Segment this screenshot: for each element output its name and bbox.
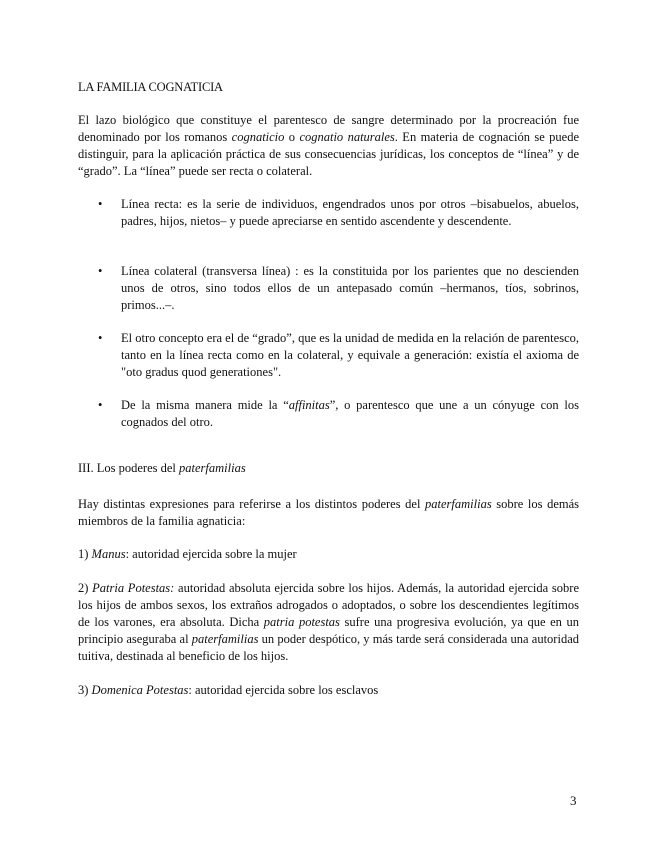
- section-title: LA FAMILIA COGNATICIA: [78, 80, 223, 94]
- text-run: sobre los demás miembros de la familia agnaticia:: [78, 497, 579, 528]
- section-heading: [78, 460, 246, 477]
- text-run: o: [284, 130, 300, 144]
- italic-term: Manus: [91, 547, 126, 561]
- bullet-icon: •: [98, 197, 103, 211]
- page-number: 3: [570, 793, 577, 808]
- list-item-text: Línea recta: es la serie de individuos, engendrados unos por otros –bisabuelos, abuelos, padres, hijos, nietos– y puede apreciarse en sentido ascendente y descendente.: [121, 197, 579, 228]
- powers-paragraph: [78, 496, 579, 530]
- text-run: : autoridad ejercida sobre los esclavos: [188, 683, 379, 697]
- text-run: un poder despótico, y más tarde será considerada una autoridad tuitiva, destinada al beneficio de los hijos.: [78, 632, 579, 663]
- bullet-icon: •: [98, 264, 103, 278]
- text-run: De la misma manera mide la “: [121, 398, 289, 412]
- power-item-domenica-potestas: [78, 682, 579, 699]
- text-run: Hay distintas expresiones para referirse a los distintos poderes del: [78, 497, 426, 511]
- bullet-icon: •: [98, 331, 103, 345]
- text-run: El lazo biológico que constituye el parentesco de sangre determinado por la procreación fue denominado por los romanos: [78, 113, 579, 144]
- italic-term: affinitas: [288, 398, 330, 412]
- item-number: 3): [78, 683, 92, 697]
- text-run: autoridad absoluta ejercida sobre los hijos. Además, la autoridad ejercida sobre los hijos de ambos sexos, los extraños adrogados o adoptados, o sobre los descendientes legítimos de los varones, era absoluta. Dicha: [78, 581, 579, 629]
- text-run: ”, o parentesco que une a un cónyuge con los cognados del otro.: [121, 398, 579, 429]
- list-item-text: [121, 397, 579, 431]
- italic-term: patria potestas: [263, 615, 340, 629]
- text-run: III. Los poderes del: [78, 461, 180, 475]
- item-number: 2): [78, 581, 93, 595]
- italic-term: paterfamilias: [425, 497, 492, 511]
- italic-term: cognatio naturales: [299, 130, 395, 144]
- intro-paragraph: [78, 112, 579, 180]
- item-number: 1): [78, 547, 92, 561]
- italic-term: paterfamilias: [191, 632, 259, 646]
- list-item-text: El otro concepto era el de “grado”, que es la unidad de medida en la relación de parentesco, tanto en la línea recta como en la colateral, y equivale a generación: existía el axioma de "oto gradus quod generationes".: [121, 331, 579, 379]
- italic-term: paterfamilias: [179, 461, 246, 475]
- bullet-icon: •: [98, 398, 103, 412]
- text-run: . En materia de cognación se puede distinguir, para la aplicación práctica de sus consecuencias jurídicas, los conceptos de “línea” y de “grado”. La “línea” puede ser recta o colateral.: [78, 130, 580, 178]
- power-item-manus: [78, 546, 579, 563]
- text-run: : autoridad ejercida sobre la mujer: [125, 547, 297, 561]
- list-item-text: Línea colateral (transversa línea) : es la constituida por los parientes que no descienden unos de otros, sino todos ellos de un antepasado común –hermanos, tíos, sobrinos, primos...–.: [121, 264, 579, 312]
- text-run: sufre una progresiva evolución, ya que en un principio aseguraba al: [78, 615, 579, 646]
- italic-term: cognaticio: [231, 130, 285, 144]
- italic-term: Patria Potestas:: [92, 581, 175, 595]
- power-item-patria-potestas: [78, 580, 579, 665]
- italic-term: Domenica Potestas: [91, 683, 189, 697]
